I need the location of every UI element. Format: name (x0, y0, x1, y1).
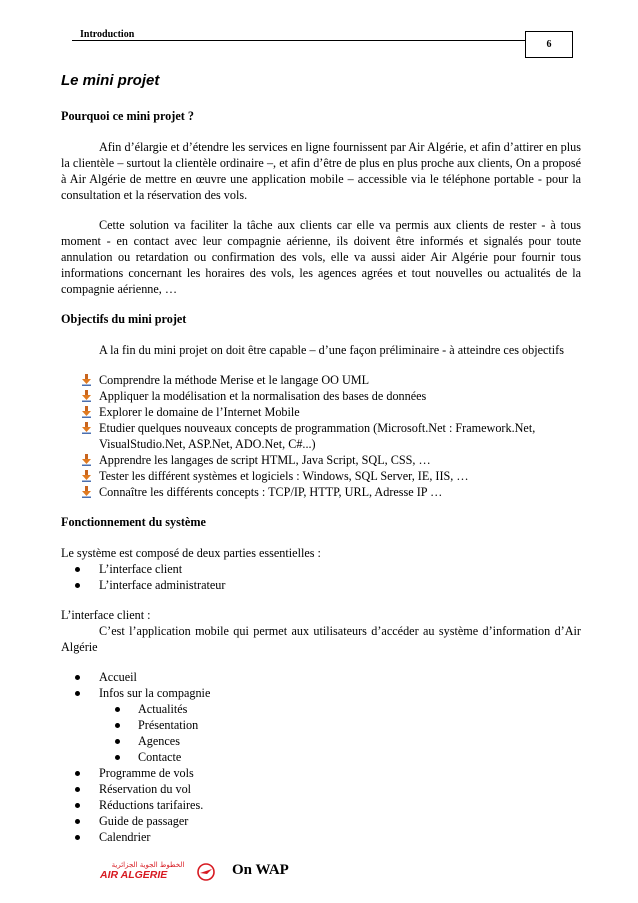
client-submenu-list (61, 701, 581, 765)
objective-item: Connaître les différents concepts : TCP/IP, HTTP, URL, Adresse IP … (61, 484, 581, 500)
arrow-bullet-icon (81, 454, 93, 466)
client-menu-list-rest (61, 765, 581, 845)
list-item: Actualités (61, 701, 581, 717)
bullet-icon (75, 787, 80, 792)
paragraph-objectifs-intro: A la fin du mini projet on doit être capable – d’une façon préliminaire - à atteindre ces objectifs (99, 343, 564, 357)
bullet-icon (75, 583, 80, 588)
page-content (61, 72, 581, 845)
list-item: Réductions tarifaires. (61, 797, 581, 813)
air-algerie-logo (98, 858, 218, 884)
list-item: L’interface administrateur (61, 577, 581, 593)
list-item: L’interface client (61, 561, 581, 577)
bullet-icon (115, 707, 120, 712)
list-item: Accueil (61, 669, 581, 685)
logo-arabic-text: الخطوط الجوية الجزائرية (111, 861, 185, 869)
objective-item: Comprendre la méthode Merise et le langage OO UML (61, 372, 581, 388)
paragraph-pourquoi-1: Afin d’élargie et d’étendre les services en ligne fournissent par Air Algérie, et afin d’attirer en plus la clientèle – surtout la clientèle ordinaire –, et afin d’être de plus en plus proche aux clients, On a proposé à Air Algérie de mettre en œuvre une application mobile – accessible via le téléphone portable - pour la consultation et la réservation des vols. (61, 140, 581, 202)
bullet-icon (75, 819, 80, 824)
section-heading-pourquoi: Pourquoi ce mini projet ? (61, 109, 194, 123)
objectives-list (61, 372, 581, 500)
paragraph-pourquoi-2: Cette solution va faciliter la tâche aux clients car elle va permis aux clients de rester - à tous moment - en contact avec leur compagnie aérienne, ils doivent être informés et signalés pour toute annulation ou retardation ou confirmation des vols, elle va aussi aider Air Algérie pour fournir tous informations concernant les horaires des vols, les agences agrées et tout nouvelles ou actualités de la compagnie aérienne, … (61, 218, 581, 296)
list-item: Réservation du vol (61, 781, 581, 797)
objective-item: Etudier quelques nouveaux concepts de programmation (Microsoft.Net : Framework.Net, VisualStudio.Net, ASP.Net, ADO.Net, C#...) (61, 420, 581, 452)
arrow-bullet-icon (81, 374, 93, 386)
header-rule (72, 40, 532, 41)
client-menu-list (61, 669, 581, 701)
arrow-bullet-icon (81, 486, 93, 498)
bullet-icon (75, 803, 80, 808)
parts-list (61, 561, 581, 593)
list-item: Contacte (61, 749, 581, 765)
bullet-icon (75, 691, 80, 696)
list-item: Guide de passager (61, 813, 581, 829)
arrow-bullet-icon (81, 390, 93, 402)
arrow-bullet-icon (81, 470, 93, 482)
logo-bird-icon (198, 864, 214, 880)
bullet-icon (75, 835, 80, 840)
bullet-icon (75, 675, 80, 680)
section-heading-objectifs: Objectifs du mini projet (61, 312, 187, 326)
footer-tagline: On WAP (232, 862, 289, 878)
bullet-icon (75, 771, 80, 776)
page-title: Le mini projet (61, 72, 160, 89)
logo-text: AIR ALGERIE (100, 869, 168, 881)
page-number: 6 (546, 39, 552, 50)
client-interface-label: L’interface client : (61, 608, 151, 622)
header-section-label: Introduction (80, 29, 135, 40)
list-item: Présentation (61, 717, 581, 733)
bullet-icon (115, 723, 120, 728)
arrow-bullet-icon (81, 422, 93, 434)
objective-item: Tester les différent systèmes et logiciels : Windows, SQL Server, IE, IIS, … (61, 468, 581, 484)
bullet-icon (115, 739, 120, 744)
arrow-bullet-icon (81, 406, 93, 418)
paragraph-systeme-intro: Le système est composé de deux parties essentielles : (61, 546, 321, 560)
list-item: Agences (61, 733, 581, 749)
bullet-icon (75, 567, 80, 572)
list-item: Infos sur la compagnie (61, 685, 581, 701)
objective-item: Appliquer la modélisation et la normalisation des bases de données (61, 388, 581, 404)
bullet-icon (115, 755, 120, 760)
objective-item: Explorer le domaine de l’Internet Mobile (61, 404, 581, 420)
objective-item: Apprendre les langages de script HTML, Java Script, SQL, CSS, … (61, 452, 581, 468)
section-heading-fonctionnement: Fonctionnement du système (61, 515, 206, 529)
page-number-box (525, 31, 573, 58)
list-item: Programme de vols (61, 765, 581, 781)
list-item: Calendrier (61, 829, 581, 845)
client-interface-description: C’est l’application mobile qui permet aux utilisateurs d’accéder au système d’information d’Air Algérie (61, 624, 581, 654)
